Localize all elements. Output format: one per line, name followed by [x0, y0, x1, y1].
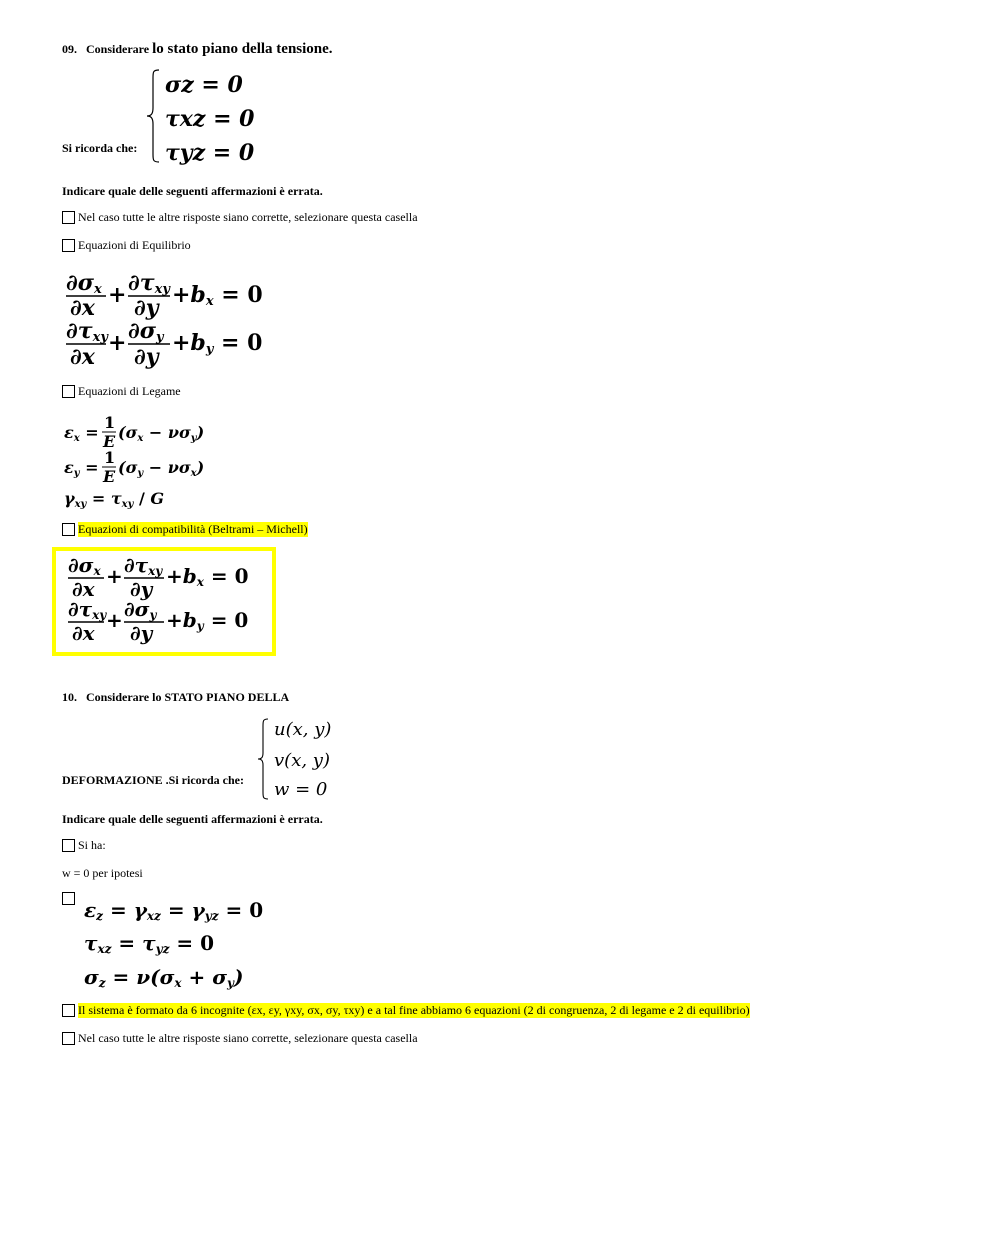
svg-text:+by = 0: +by = 0 — [166, 608, 249, 633]
svg-text:∂x: ∂x — [70, 295, 95, 321]
q10-prompt: Indicare quale delle seguenti affermazioni è errata. — [62, 812, 323, 826]
q9-number: 09. — [62, 42, 77, 56]
svg-text:∂σx: ∂σx — [66, 270, 102, 297]
q10-conditions-system — [256, 715, 366, 803]
svg-text:εz = γxz = γyz = 0: εz = γxz = γyz = 0 — [84, 898, 264, 923]
q9-compatibility-equations — [64, 552, 268, 652]
checkbox[interactable] — [62, 523, 75, 536]
svg-text:+: + — [106, 608, 123, 632]
q9-title — [62, 41, 333, 58]
q10-plane-strain-equations — [84, 893, 284, 993]
checkbox[interactable] — [62, 1004, 75, 1017]
svg-text:∂x: ∂x — [70, 344, 95, 370]
checkbox[interactable] — [62, 385, 75, 398]
q10-option-3-label: Il sistema è formato da 6 incognite (εx, εy, γxy, σx, σy, τxy) e a tal fine abbiamo 6 equazioni (2 di congruenza, 2 di legame e 2 di equilibrio) — [78, 1003, 750, 1017]
svg-text:+: + — [108, 330, 127, 356]
q10-condition-3: w = 0 — [274, 779, 328, 800]
q10-option-1[interactable] — [62, 838, 106, 853]
q9-equilibrium-equations — [62, 268, 272, 372]
q10-condition-2: v(x, y) — [274, 750, 330, 771]
q9-condition-1: σz = 0 — [165, 72, 243, 98]
checkbox[interactable] — [62, 1032, 75, 1045]
q9-prompt: Indicare quale delle seguenti affermazioni è errata. — [62, 184, 323, 198]
q10-option-4-label: Nel caso tutte le altre risposte siano corrette, selezionare questa casella — [78, 1031, 418, 1045]
svg-text:+bx = 0: +bx = 0 — [172, 282, 263, 309]
q9-option-3-label: Equazioni di Legame — [78, 384, 181, 398]
svg-text:E: E — [103, 432, 116, 451]
svg-text:∂σy: ∂σy — [124, 597, 157, 622]
svg-text:∂x: ∂x — [72, 621, 95, 645]
svg-text:+: + — [108, 282, 127, 308]
svg-text:+: + — [106, 564, 123, 588]
q9-option-2-label: Equazioni di Equilibrio — [78, 238, 191, 252]
svg-text:∂x: ∂x — [72, 577, 95, 601]
svg-text:∂y: ∂y — [134, 344, 159, 370]
svg-text:(σy − νσx): (σy − νσx) — [118, 458, 205, 479]
q9-condition-3: τyz = 0 — [165, 140, 255, 166]
svg-text:∂σx: ∂σx — [68, 553, 101, 578]
svg-text:εy =: εy = — [64, 458, 99, 479]
q9-option-2[interactable] — [62, 238, 191, 253]
svg-text:σz = ν(σx + σy): σz = ν(σx + σy) — [84, 965, 244, 990]
q9-option-1-label: Nel caso tutte le altre risposte siano corrette, selezionare questa casella — [78, 210, 418, 224]
q10-condition-1: u(x, y) — [274, 719, 332, 740]
svg-text:∂y: ∂y — [130, 577, 153, 601]
q9-conditions-system — [145, 66, 255, 166]
q10-option-2[interactable] — [62, 892, 78, 905]
q9-title-small: Considerare — [86, 42, 150, 56]
svg-text:∂τxy: ∂τxy — [128, 270, 170, 297]
svg-text:∂τxy: ∂τxy — [68, 597, 107, 622]
checkbox[interactable] — [62, 211, 75, 224]
q10-title-continued: DEFORMAZIONE .Si ricorda che: — [62, 773, 244, 787]
svg-text:1: 1 — [104, 413, 116, 432]
q9-title-big: lo stato piano della tensione. — [152, 41, 333, 57]
svg-text:∂y: ∂y — [130, 621, 153, 645]
q9-option-1[interactable] — [62, 210, 418, 225]
q10-number: 10. — [62, 690, 77, 704]
checkbox[interactable] — [62, 892, 75, 905]
svg-text:(σx − νσy): (σx − νσy) — [118, 423, 205, 444]
q10-option-1-label: Si ha: — [78, 838, 106, 852]
svg-text:∂τxy: ∂τxy — [124, 553, 163, 578]
q9-condition-2: τxz = 0 — [165, 106, 255, 132]
q10-option-3[interactable] — [62, 1003, 750, 1018]
q9-constitutive-equations — [62, 412, 222, 512]
q9-option-3[interactable] — [62, 384, 181, 399]
svg-text:εx =: εx = — [64, 423, 99, 444]
q9-option-4-label: Equazioni di compatibilità (Beltrami – Michell) — [78, 522, 308, 536]
svg-text:γxy = τxy / G: γxy = τxy / G — [64, 489, 165, 510]
svg-text:∂y: ∂y — [134, 295, 159, 321]
svg-text:+bx = 0: +bx = 0 — [166, 564, 249, 589]
svg-text:τxz = τyz = 0: τxz = τyz = 0 — [84, 931, 214, 956]
svg-text:1: 1 — [104, 448, 116, 467]
checkbox[interactable] — [62, 239, 75, 252]
checkbox[interactable] — [62, 839, 75, 852]
svg-text:∂σy: ∂σy — [128, 318, 164, 345]
svg-text:∂τxy: ∂τxy — [66, 318, 108, 345]
svg-text:+by = 0: +by = 0 — [172, 330, 263, 357]
q9-option-4[interactable] — [62, 522, 308, 537]
q9-recall-label: Si ricorda che: — [62, 141, 138, 155]
q10-title — [62, 690, 289, 705]
q10-note: w = 0 per ipotesi — [62, 866, 143, 880]
q10-option-4[interactable] — [62, 1031, 418, 1046]
q10-title-text: Considerare lo STATO PIANO DELLA — [86, 690, 290, 704]
svg-text:E: E — [103, 467, 116, 486]
